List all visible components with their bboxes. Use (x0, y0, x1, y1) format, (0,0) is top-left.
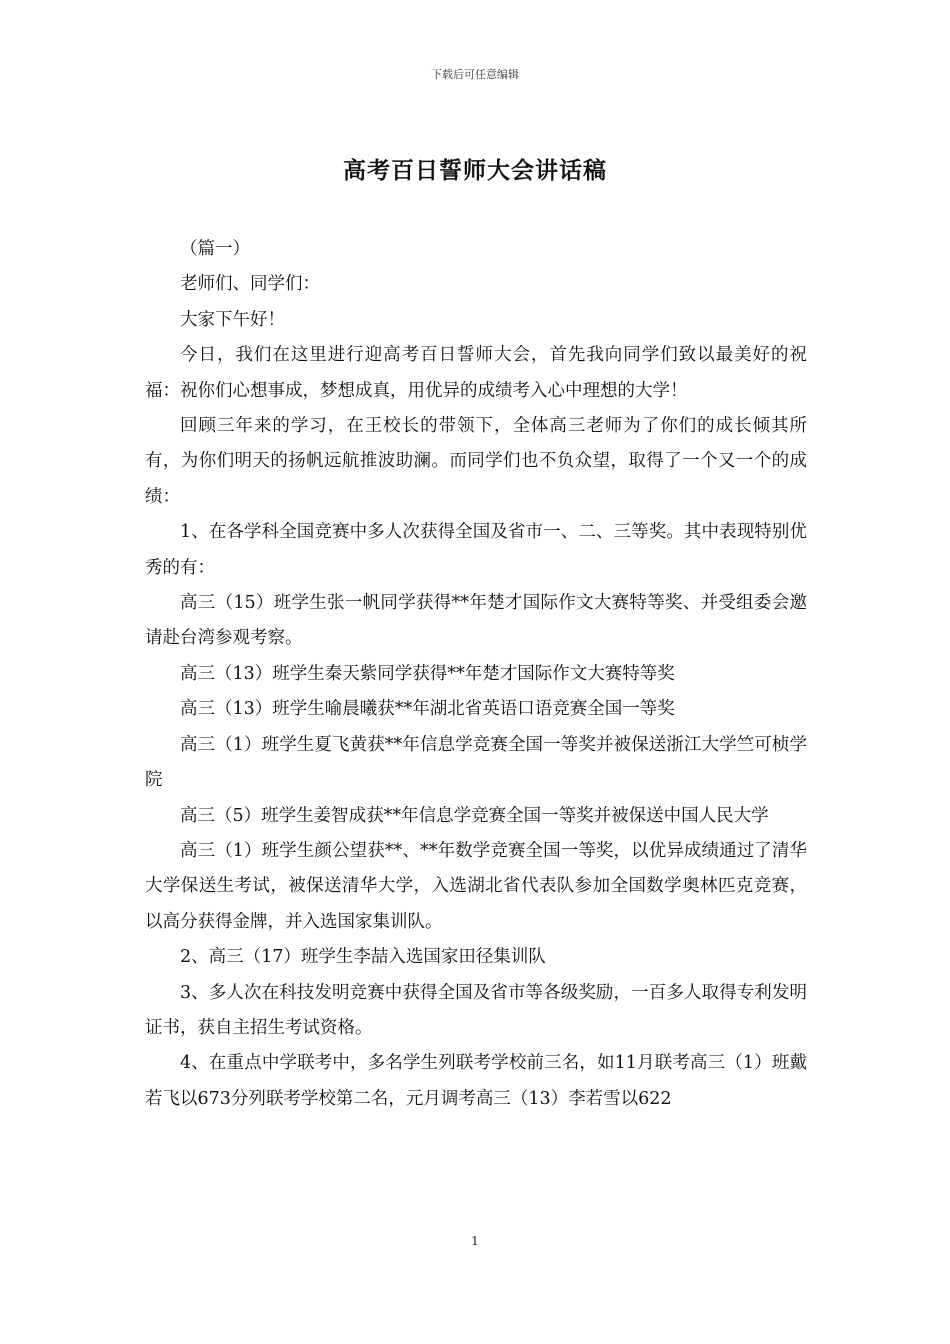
greeting: 大家下午好！ (180, 309, 285, 330)
paragraph: 高三（13）班学生秦天紫同学获得**年楚才国际作文大赛特等奖 (180, 663, 675, 684)
section-label: （篇一） (180, 239, 250, 259)
paragraph: 高三（1）班学生夏飞黄获**年信息学竞赛全国一等奖并被保送浙江大学竺可桢学院 (145, 734, 807, 791)
paragraph: 4、在重点中学联考中，多名学生列联考学校前三名，如11月联考高三（1）班戴若飞以673分列联考学校第二名，元月调考高三（13）李若雪以622 (145, 1053, 807, 1109)
paragraph: 高三（15）班学生张一帆同学获得**年楚才国际作文大赛特等奖、并受组委会邀请赴台湾参观考察。 (145, 593, 807, 649)
paragraph: 1、在各学科全国竞赛中多人次获得全国及省市一、二、三等奖。其中表现特别优秀的有： (145, 522, 807, 578)
download-note: 下载后可任意编辑 (431, 68, 519, 81)
paragraph: 高三（5）班学生姜智成获**年信息学竞赛全国一等奖并被保送中国人民大学 (180, 805, 769, 826)
paragraph: 高三（1）班学生颜公望获**、**年数学竞赛全国一等奖，以优异成绩通过了清华大学保送生考试，被保送清华大学，入选湖北省代表队参加全国数学奥林匹克竞赛，以高分获得金牌，并入选国家集训队。 (145, 840, 807, 932)
document-body (145, 232, 807, 1117)
paragraph: 今日，我们在这里进行迎高考百日誓师大会，首先我向同学们致以最美好的祝福：祝你们心想事成，梦想成真，用优异的成绩考入心中理想的大学！ (145, 345, 807, 401)
salutation: 老师们、同学们： (180, 274, 320, 295)
paragraph: 2、高三（17）班学生李喆入选国家田径集训队 (180, 947, 546, 968)
page-number: 1 (471, 1234, 479, 1248)
paragraph: 3、多人次在科技发明竞赛中获得全国及省市等各级奖励，一百多人取得专利发明证书，获自主招生考试资格。 (145, 982, 807, 1038)
document-title: 高考百日誓师大会讲话稿 (343, 157, 607, 184)
paragraph: 回顾三年来的学习，在王校长的带领下，全体高三老师为了你们的成长倾其所有，为你们明天的扬帆远航推波助澜。而同学们也不负众望，取得了一个又一个的成绩： (145, 416, 807, 507)
paragraph: 高三（13）班学生喻晨曦获**年湖北省英语口语竞赛全国一等奖 (180, 699, 675, 720)
